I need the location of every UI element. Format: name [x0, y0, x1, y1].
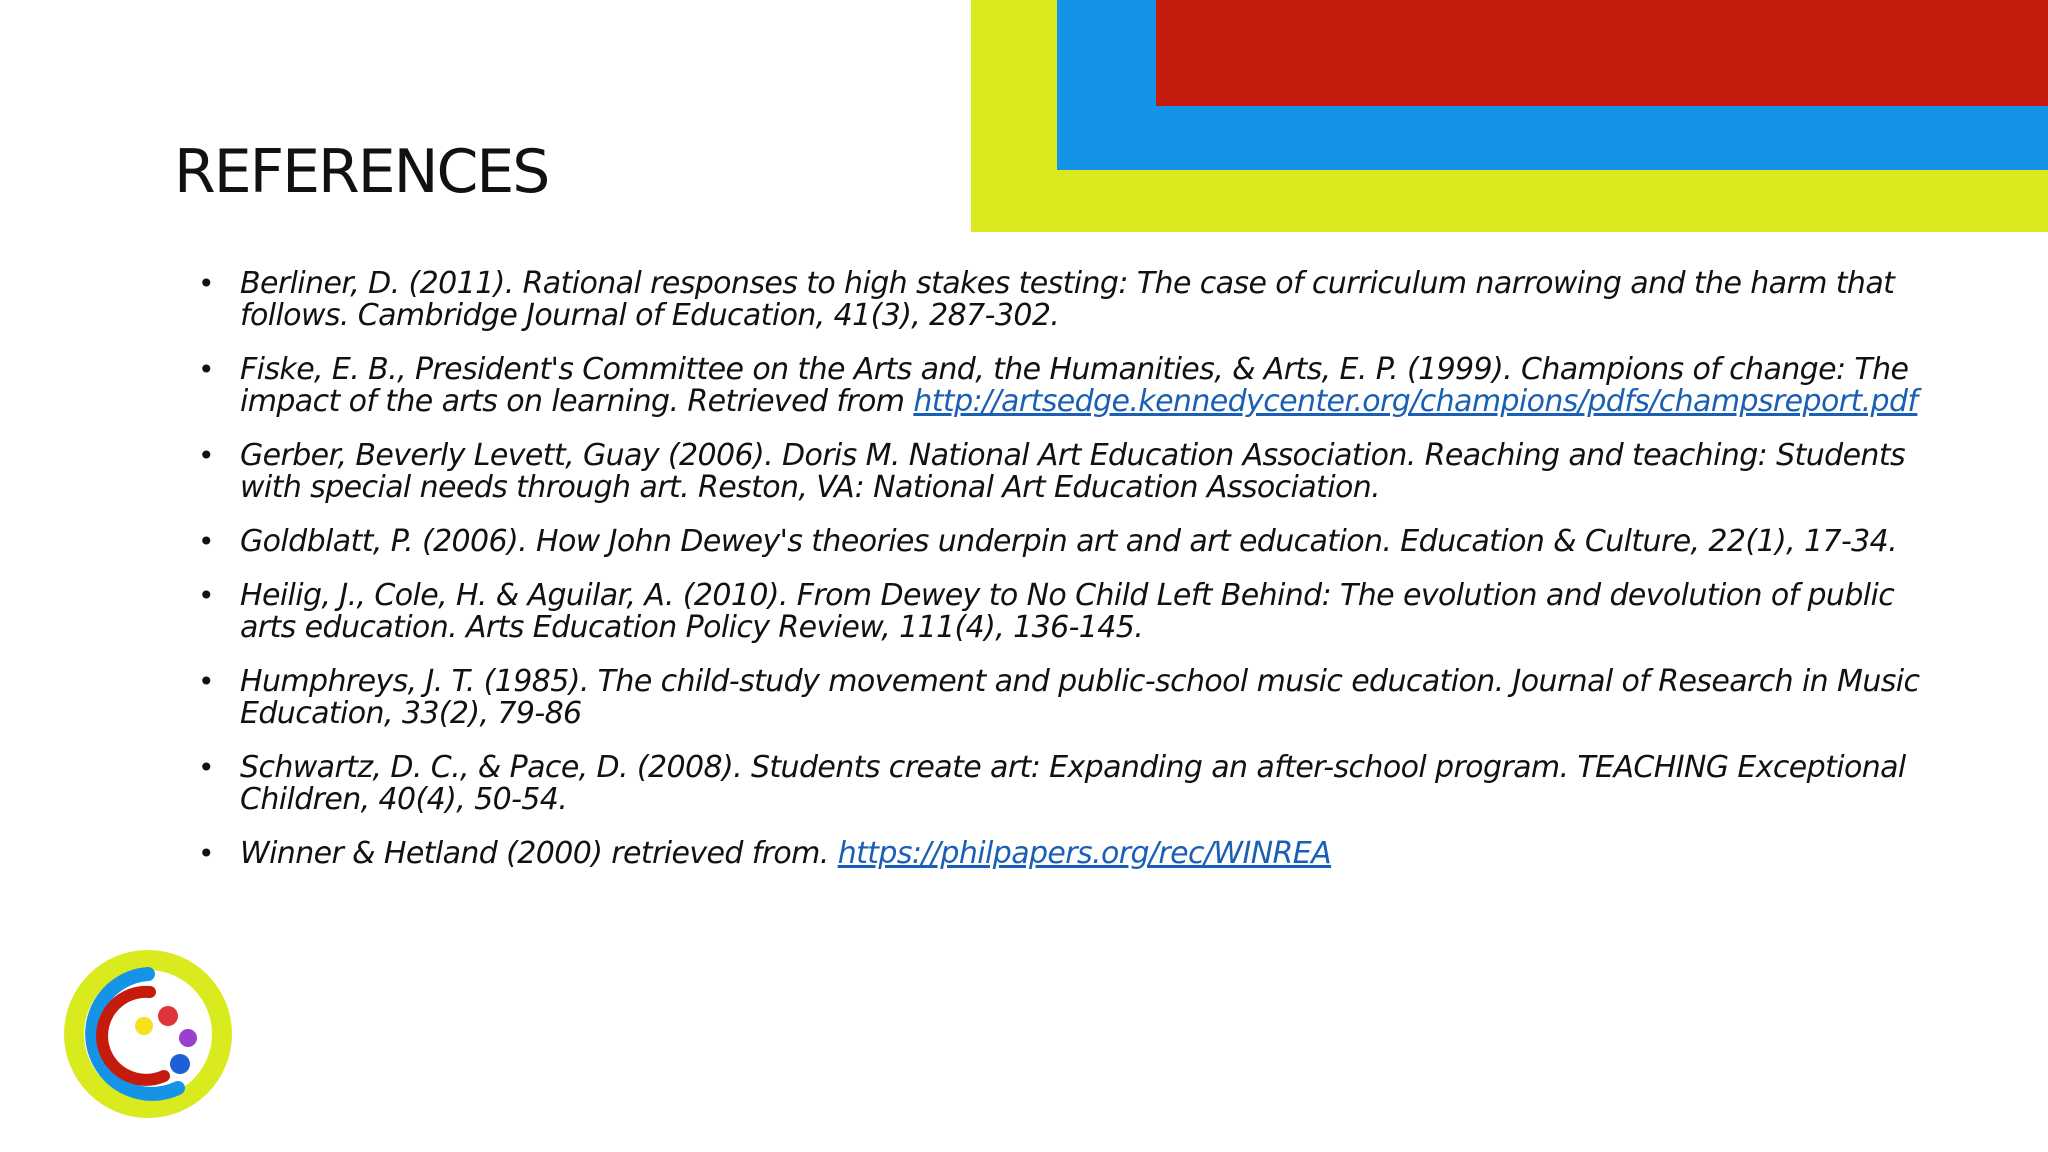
bullet-icon: • [198, 525, 214, 558]
bullet-icon: • [198, 837, 214, 870]
reference-text: Schwartz, D. C., & Pace, D. (2008). Students create art: Expanding an after-school program. TEACHING Exceptional Children, 40(4), 50-54. [240, 750, 1906, 817]
slide-title: REFERENCES [174, 137, 549, 207]
reference-text: Gerber, Beverly Levett, Guay (2006). Doris M. National Art Education Association. Reaching and teaching: Students with special needs through art. Reston, VA: National Art Education Association. [240, 438, 1906, 505]
bullet-icon: • [198, 579, 214, 612]
reference-text: Berliner, D. (2011). Rational responses to high stakes testing: The case of curriculum narrowing and the harm that follows. Cambridge Journal of Education, 41(3), 287-302. [240, 266, 1895, 333]
reference-text: Goldblatt, P. (2006). How John Dewey's theories underpin art and art education. Education & Culture, 22(1), 17-34. [240, 524, 1898, 559]
reference-item [198, 440, 1938, 504]
reference-link[interactable]: http://artsedge.kennedycenter.org/champions/pdfs/champsreport.pdf [913, 384, 1918, 419]
reference-item [198, 752, 1938, 816]
bullet-icon: • [198, 751, 214, 784]
reference-item [198, 268, 1938, 332]
paint-palette-logo-icon [60, 938, 240, 1124]
reference-item [198, 580, 1938, 644]
reference-list [198, 268, 1938, 892]
decorative-red-block [1156, 0, 2048, 106]
reference-text: Humphreys, J. T. (1985). The child-study movement and public-school music education. Journal of Research in Music Education, 33(2), 79-86 [240, 664, 1920, 731]
reference-text: Fiske, E. B., President's Committee on the Arts and, the Humanities, & Arts, E. P. (1999). Champions of change: The impact of the arts on learning. Retrieved from [240, 352, 1909, 419]
bullet-icon: • [198, 267, 214, 300]
reference-item [198, 838, 1938, 870]
reference-item [198, 666, 1938, 730]
reference-item [198, 354, 1938, 418]
bullet-icon: • [198, 353, 214, 386]
reference-item [198, 526, 1938, 558]
reference-text: Winner & Hetland (2000) retrieved from. [240, 836, 838, 871]
bullet-icon: • [198, 665, 214, 698]
reference-text: Heilig, J., Cole, H. & Aguilar, A. (2010). From Dewey to No Child Left Behind: The evolution and devolution of public arts education. Arts Education Policy Review, 111(4), 136-145. [240, 578, 1895, 645]
reference-link[interactable]: https://philpapers.org/rec/WINREA [837, 836, 1332, 871]
bullet-icon: • [198, 439, 214, 472]
